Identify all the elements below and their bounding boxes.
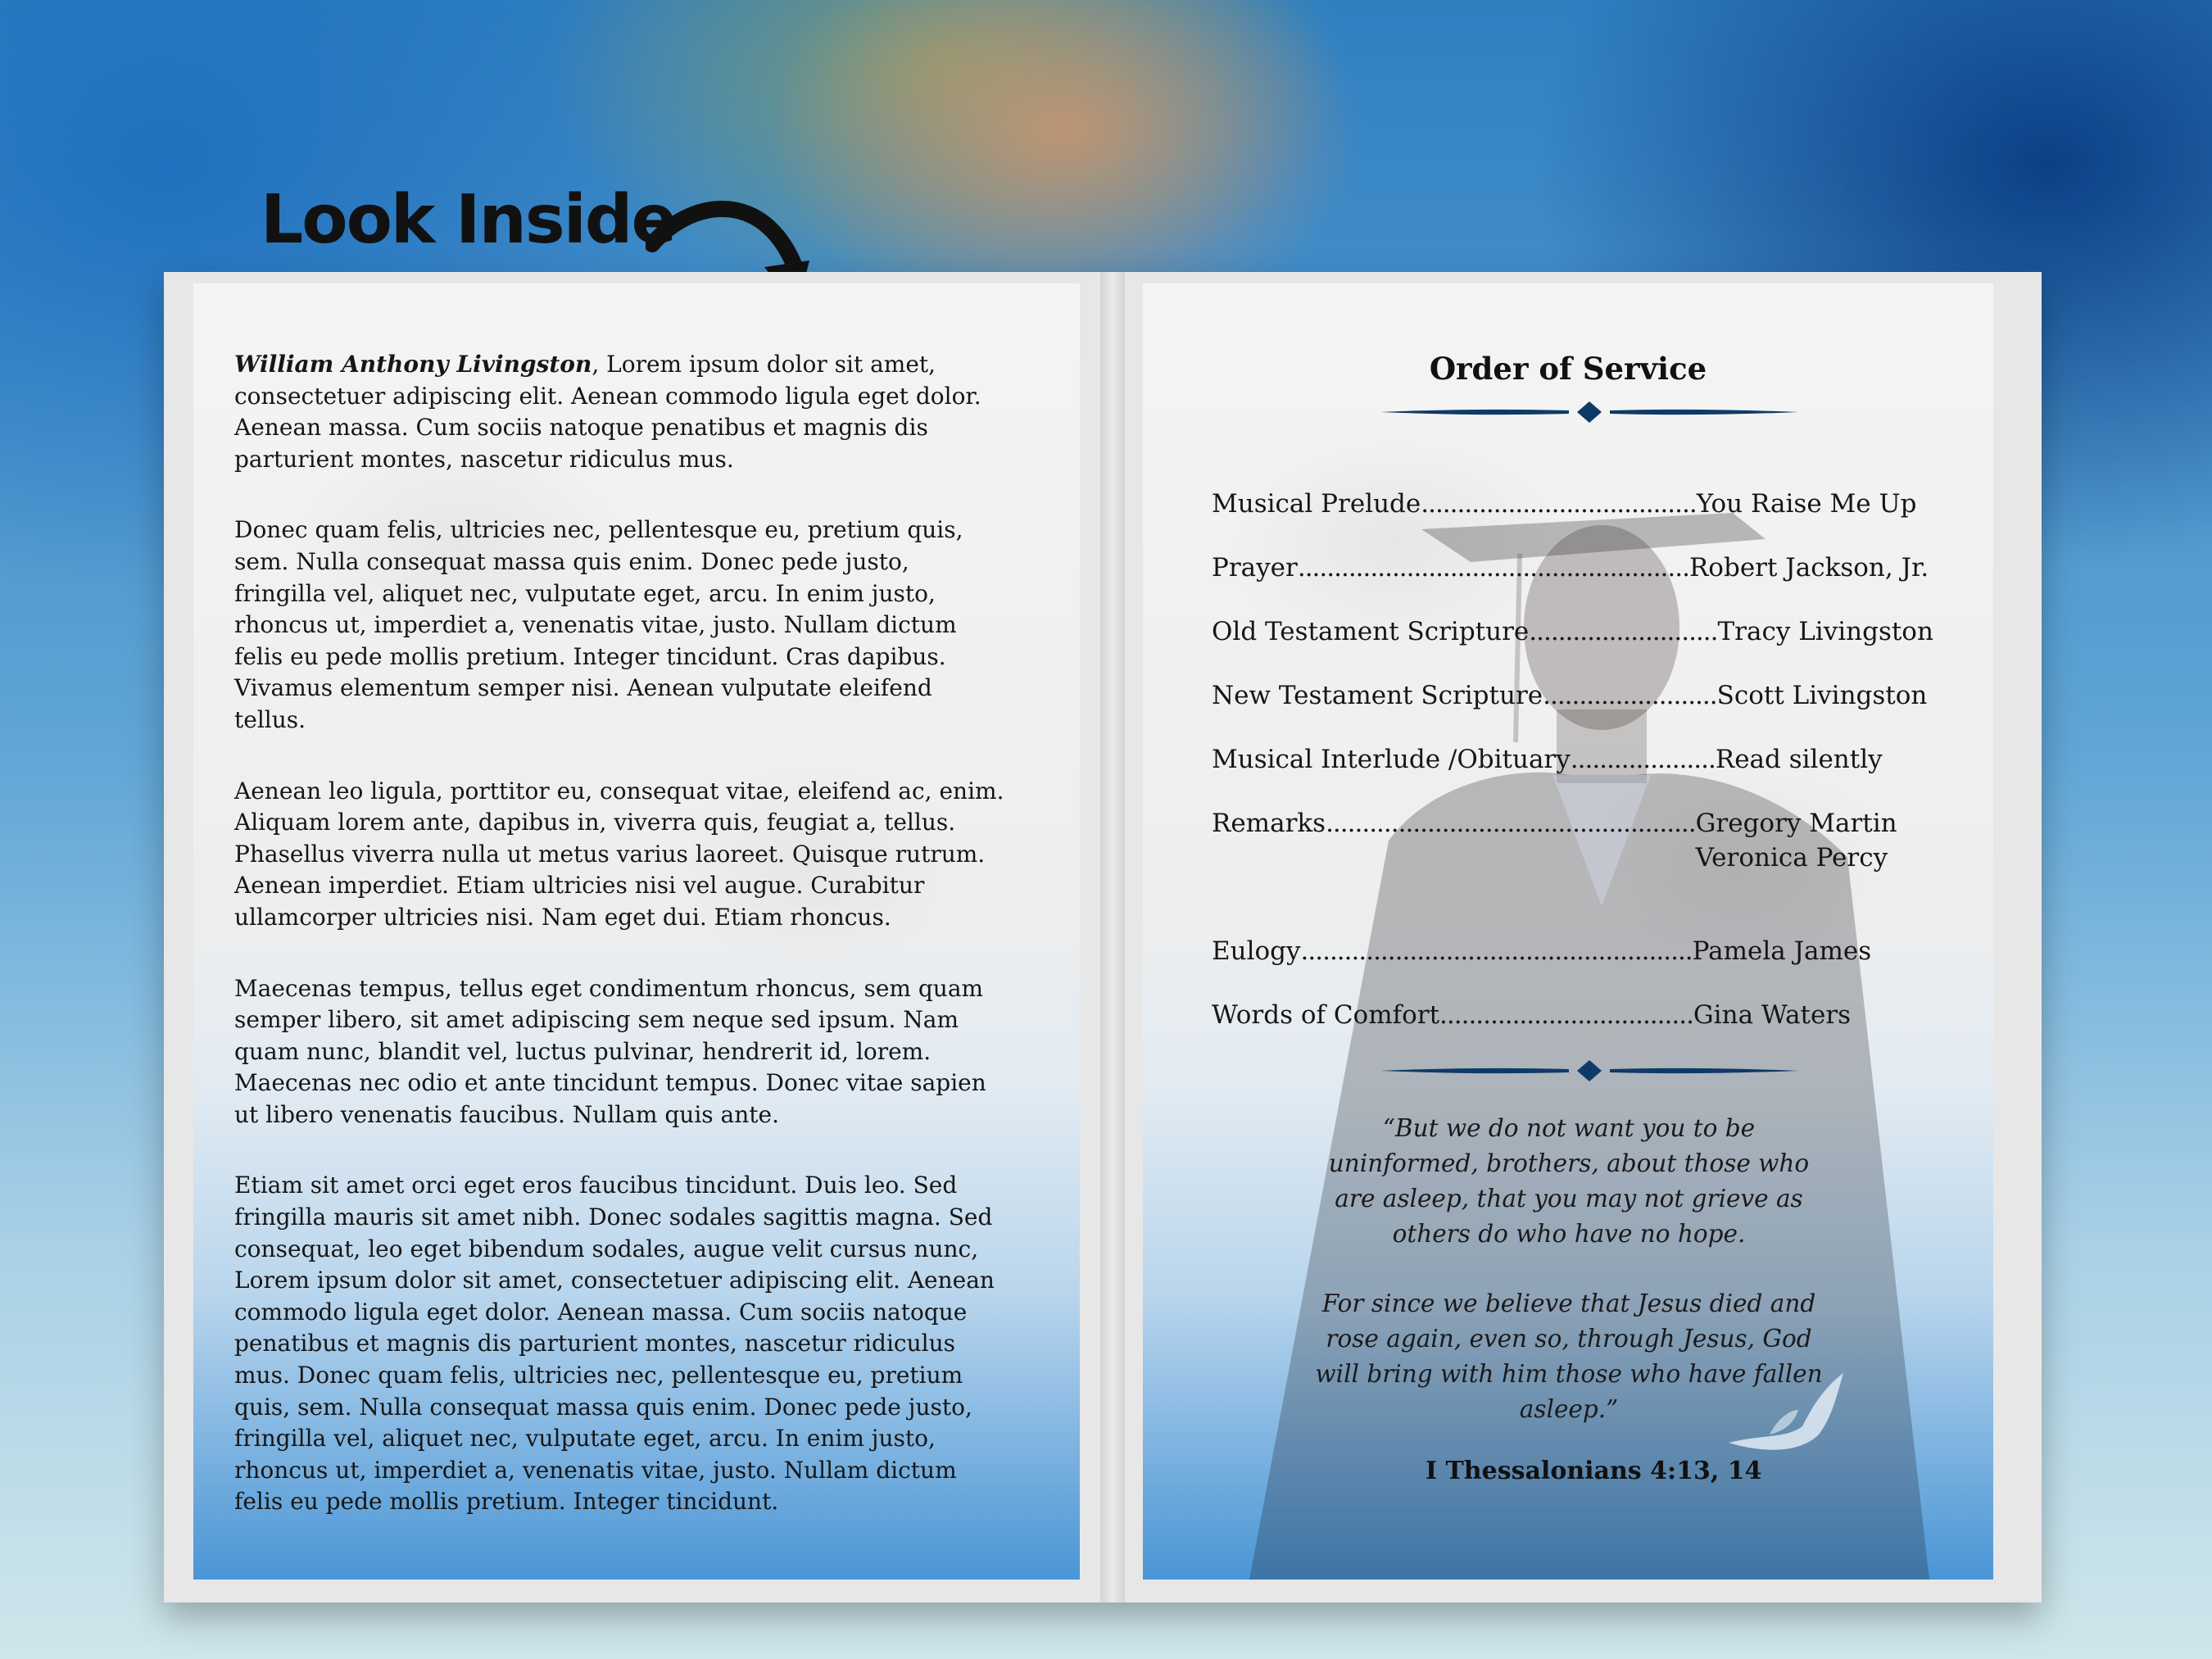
service-item: Prayer ...................................................... Robert Jackson, Jr.: [1212, 553, 1929, 582]
service-item: Words of Comfort ................................... Gina Waters: [1212, 1000, 1852, 1030]
service-program: [1212, 487, 1949, 1062]
service-item: Musical Interlude /Obituary .................... Read silently: [1212, 745, 1883, 774]
obituary-paragraph: William Anthony Livingston, Lorem ipsum dolor sit amet, consectetuer adipiscing elit. Aenean commodo ligula eget dolor. Aenean massa. Cum sociis natoque penatibus et magnis dis parturient montes, nascetur ridiculus mus.: [234, 351, 981, 473]
obituary-paragraph: Donec quam felis, ultricies nec, pellentesque eu, pretium quis, sem. Nulla consequat massa quis enim. Donec pede justo, fringilla vel, aliquet nec, vulputate eget, arcu. In enim justo, rhoncus ut, imperdiet a, venenatis vitae, justo. Nullam dictum felis eu pede mollis pretium. Integer tincidunt. Cras dapibus. Vivamus elementum semper nisi. Aenean vulputate eleifend tellus.: [234, 516, 963, 733]
service-item: Musical Prelude ...................................... You Raise Me Up: [1212, 489, 1917, 519]
obituary-page: [193, 283, 1080, 1580]
scripture-reference: I Thessalonians 4:13, 14: [1426, 1457, 1762, 1485]
obituary-paragraph: Maecenas tempus, tellus eget condimentum rhoncus, sem quam semper libero, sit amet adipiscing sem neque sed ipsum. Nam quam nunc, blandit vel, luctus pulvinar, hendrerit id, lorem. Maecenas nec odio et ante tincidunt tempus. Donec vitae sapien ut libero venenatis faucibus. Nullam quis ante.: [234, 974, 986, 1128]
obituary-text: [234, 349, 1004, 1557]
quote-paragraph: For since we believe that Jesus died and rose again, even so, through Jesus, God will bring with him those who have fallen asleep.”: [1315, 1290, 1823, 1423]
center-fold: [1100, 272, 1125, 1602]
deceased-name: William Anthony Livingston: [234, 351, 592, 378]
service-title: Order of Service: [1429, 351, 1707, 387]
brochure: [164, 272, 2042, 1602]
obituary-paragraph: Aenean leo ligula, porttitor eu, consequat vitae, eleifend ac, enim. Aliquam lorem ante, dapibus in, viverra quis, feugiat a, tellus. Phasellus viverra nulla ut metus varius laoreet. Quisque rutrum. Aenean imperdiet. Etiam ultricies nisi vel augue. Curabitur ullamcorper ultricies nisi. Nam eget dui. Etiam rhoncus.: [234, 777, 1004, 931]
service-item: New Testament Scripture ........................ Scott Livingston: [1212, 681, 1928, 710]
service-item: Eulogy ...................................................... Pamela James: [1212, 936, 1872, 966]
quote-paragraph: “But we do not want you to be uninformed, brothers, about those who are asleep, that you may not grieve as others do who have no hope.: [1328, 1114, 1810, 1248]
service-item: Old Testament Scripture .......................... Tracy Livingston: [1212, 617, 1933, 646]
diamond-divider-icon: [1380, 400, 1798, 424]
order-of-service-page: [1143, 283, 1993, 1580]
diamond-divider-icon: [1380, 1058, 1798, 1083]
service-item: Remarks ................................................... Gregory Martin Veronica Percy: [1212, 809, 1897, 873]
look-inside-heading: Look Inside: [261, 181, 676, 259]
dove-icon: [1720, 1369, 1852, 1467]
obituary-paragraph: Etiam sit amet orci eget eros faucibus tincidunt. Duis leo. Sed fringilla mauris sit amet nibh. Donec sodales sagittis magna. Sed consequat, leo eget bibendum sodales, augue velit cursus nunc, Lorem ipsum dolor sit amet, consectetuer adipiscing elit. Aenean commodo ligula eget dolor. Aenean massa. Cum sociis natoque penatibus et magnis dis parturient montes, nascetur ridiculus mus. Donec quam felis, ultricies nec, pellentesque eu, pretium quis, sem. Nulla consequat massa quis enim. Donec pede justo, fringilla vel, aliquet nec, vulputate eget, arcu. In enim justo, rhoncus ut, imperdiet a, venenatis vitae, justo. Nullam dictum felis eu pede mollis pretium. Integer tincidunt.: [234, 1172, 995, 1516]
